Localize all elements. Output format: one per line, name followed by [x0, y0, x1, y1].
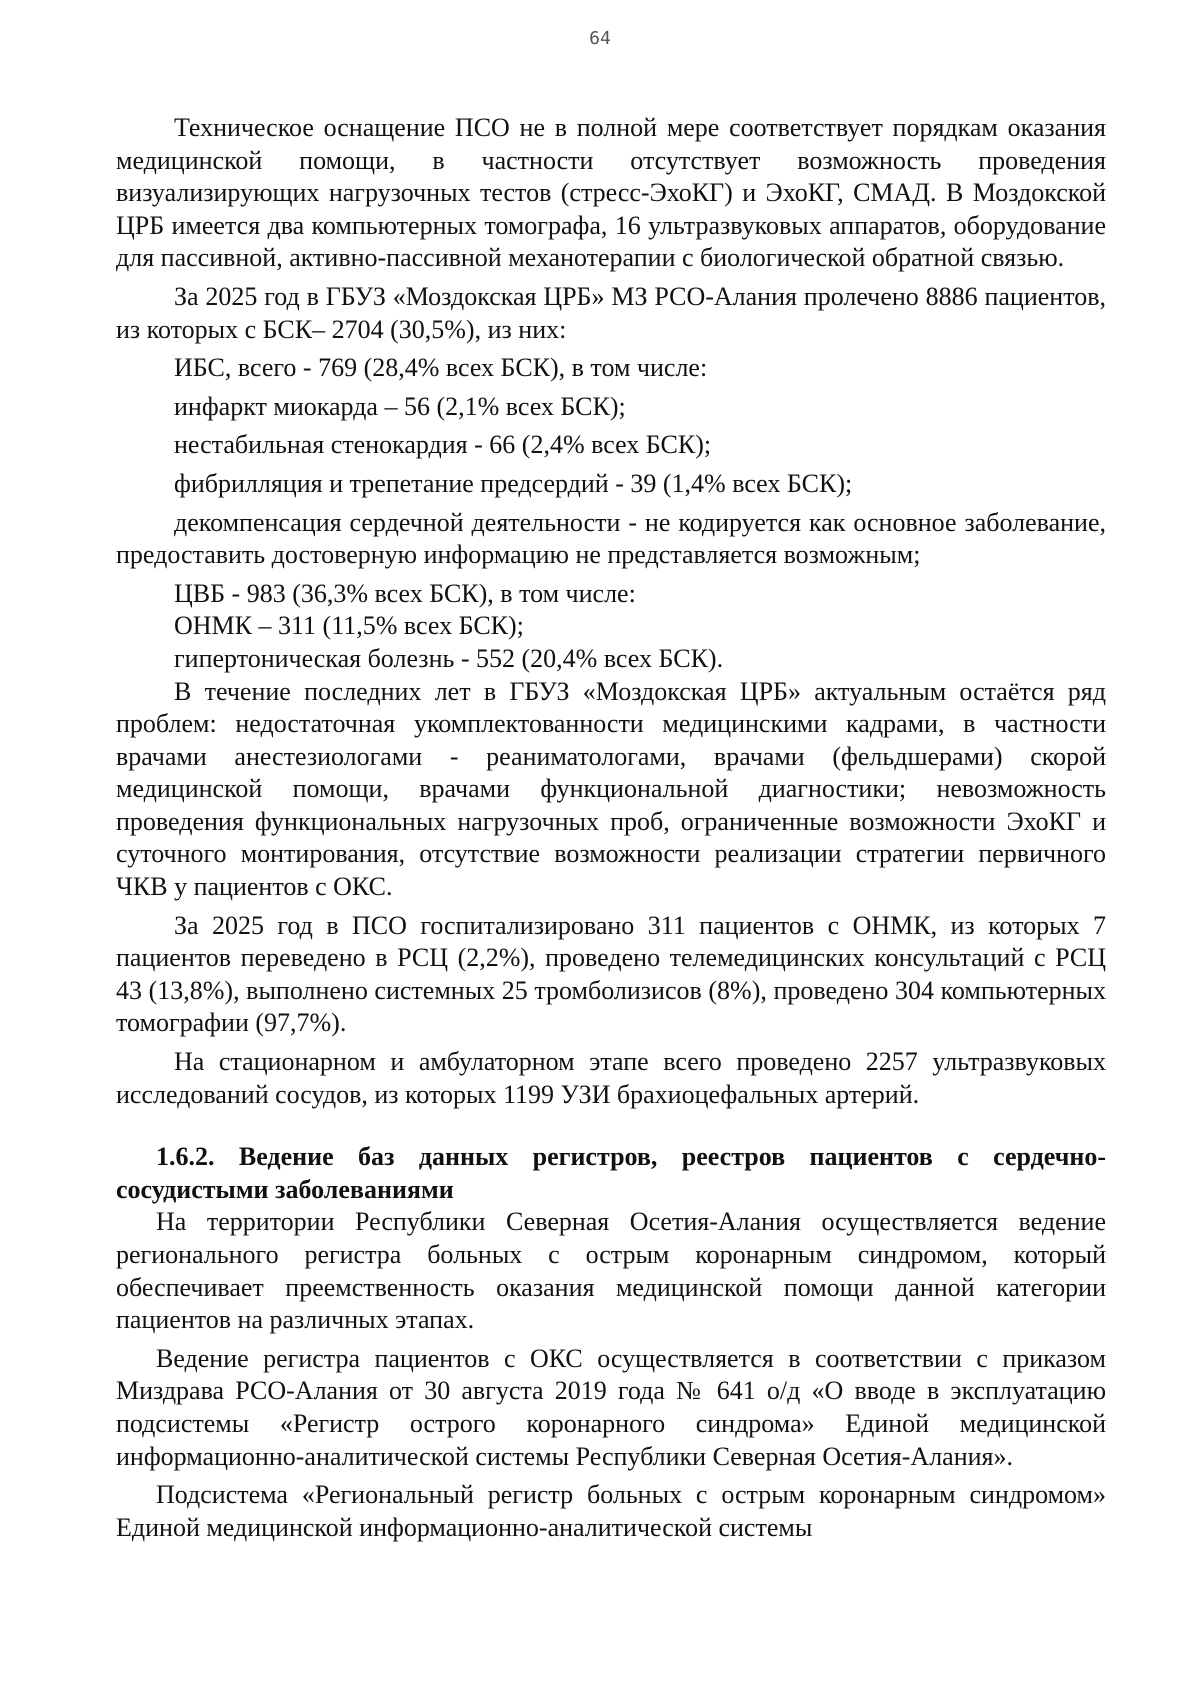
- list-item-myocardial-infarction: инфаркт миокарда – 56 (2,1% всех БСК);: [174, 391, 626, 421]
- list-item-ibs: ИБС, всего - 769 (28,4% всех БСК), в том числе:: [174, 353, 708, 383]
- list-item-unstable-angina: нестабильная стенокардия - 66 (2,4% всех БСК);: [174, 430, 712, 460]
- list-item-cvd: ЦВБ - 983 (36,3% всех БСК), в том числе:: [174, 578, 636, 608]
- list-item-hypertension: гипертоническая болезнь - 552 (20,4% всех БСК).: [174, 643, 724, 673]
- paragraph-problems: В течение последних лет в ГБУЗ «Моздокская ЦРБ» актуальным остаётся ряд проблем: недостаточная укомплектованности медицинскими кадрами, в частности врачами анестезиологами - реаниматологами, врачами (фельдшерами) скорой медицинской помощи, врачами функциональной диагностики; невозможность проведения функциональных нагрузочных проб, ограниченные возможности ЭхоКГ и суточного монтирования, отсутствие возможности реализации стратегии первичного ЧКВ у пациентов с ОКС.: [116, 676, 1106, 902]
- page-body: [116, 112, 1106, 1544]
- list-item-atrial-fibrillation: фибрилляция и трепетание предсердий - 39 (1,4% всех БСК);: [174, 468, 853, 498]
- paragraph-ultrasound: На стационарном и амбулаторном этапе всего проведено 2257 ультразвуковых исследований сосудов, из которых 1199 УЗИ брахиоцефальных артерий.: [116, 1047, 1106, 1109]
- paragraph-registry-subsystem: Подсистема «Региональный регистр больных с острым коронарным синдромом» Единой медицинской информационно-аналитической системы: [116, 1480, 1106, 1542]
- section-heading: 1.6.2. Ведение баз данных регистров, реестров пациентов с сердечно-сосудистыми заболеваниями: [116, 1142, 1106, 1204]
- list-item-heart-decompensation: декомпенсация сердечной деятельности - не кодируется как основное заболевание, предоставить достоверную информацию не представляется возможным;: [116, 507, 1106, 570]
- paragraph-treated-patients: За 2025 год в ГБУЗ «Моздокская ЦРБ» МЗ РСО-Алания пролечено 8886 пациентов, из которых с БСК– 2704 (30,5%), из них:: [116, 281, 1106, 344]
- paragraph-pso-hospitalization: За 2025 год в ПСО госпитализировано 311 пациентов с ОНМК, из которых 7 пациентов переведено в РСЦ (2,2%), проведено телемедицинских консультаций с РСЦ 43 (13,8%), выполнено системных 25 тромболизисов (8%), проведено 304 компьютерных томографии (97,7%).: [116, 910, 1106, 1038]
- paragraph-registry-order: Ведение регистра пациентов с ОКС осуществляется в соответствии с приказом Миздрава РСО-Алания от 30 августа 2019 года № 641 о/д «О вводе в эксплуатацию подсистемы «Регистр острого коронарного синдрома» Единой медицинской информационно-аналитической системы Республики Северная Осетия-Алания».: [116, 1343, 1106, 1471]
- list-item-stroke: ОНМК – 311 (11,5% всех БСК);: [174, 611, 524, 641]
- paragraph-equipment: Техническое оснащение ПСО не в полной мере соответствует порядкам оказания медицинской помощи, в частности отсутствует возможность проведения визуализирующих нагрузочных тестов (стресс-ЭхоКГ) и ЭхоКГ, СМАД. В Моздокской ЦРБ имеется два компьютерных томографа, 16 ультразвуковых аппаратов, оборудование для пассивной, активно-пассивной механотерапии с биологической обратной связью.: [116, 113, 1106, 273]
- paragraph-registry-territory: На территории Республики Северная Осетия-Алания осуществляется ведение регионального регистра больных с острым коронарным синдромом, который обеспечивает преемственность оказания медицинской помощи данной категории пациентов на различных этапах.: [116, 1207, 1106, 1335]
- page-number: 64: [589, 28, 611, 49]
